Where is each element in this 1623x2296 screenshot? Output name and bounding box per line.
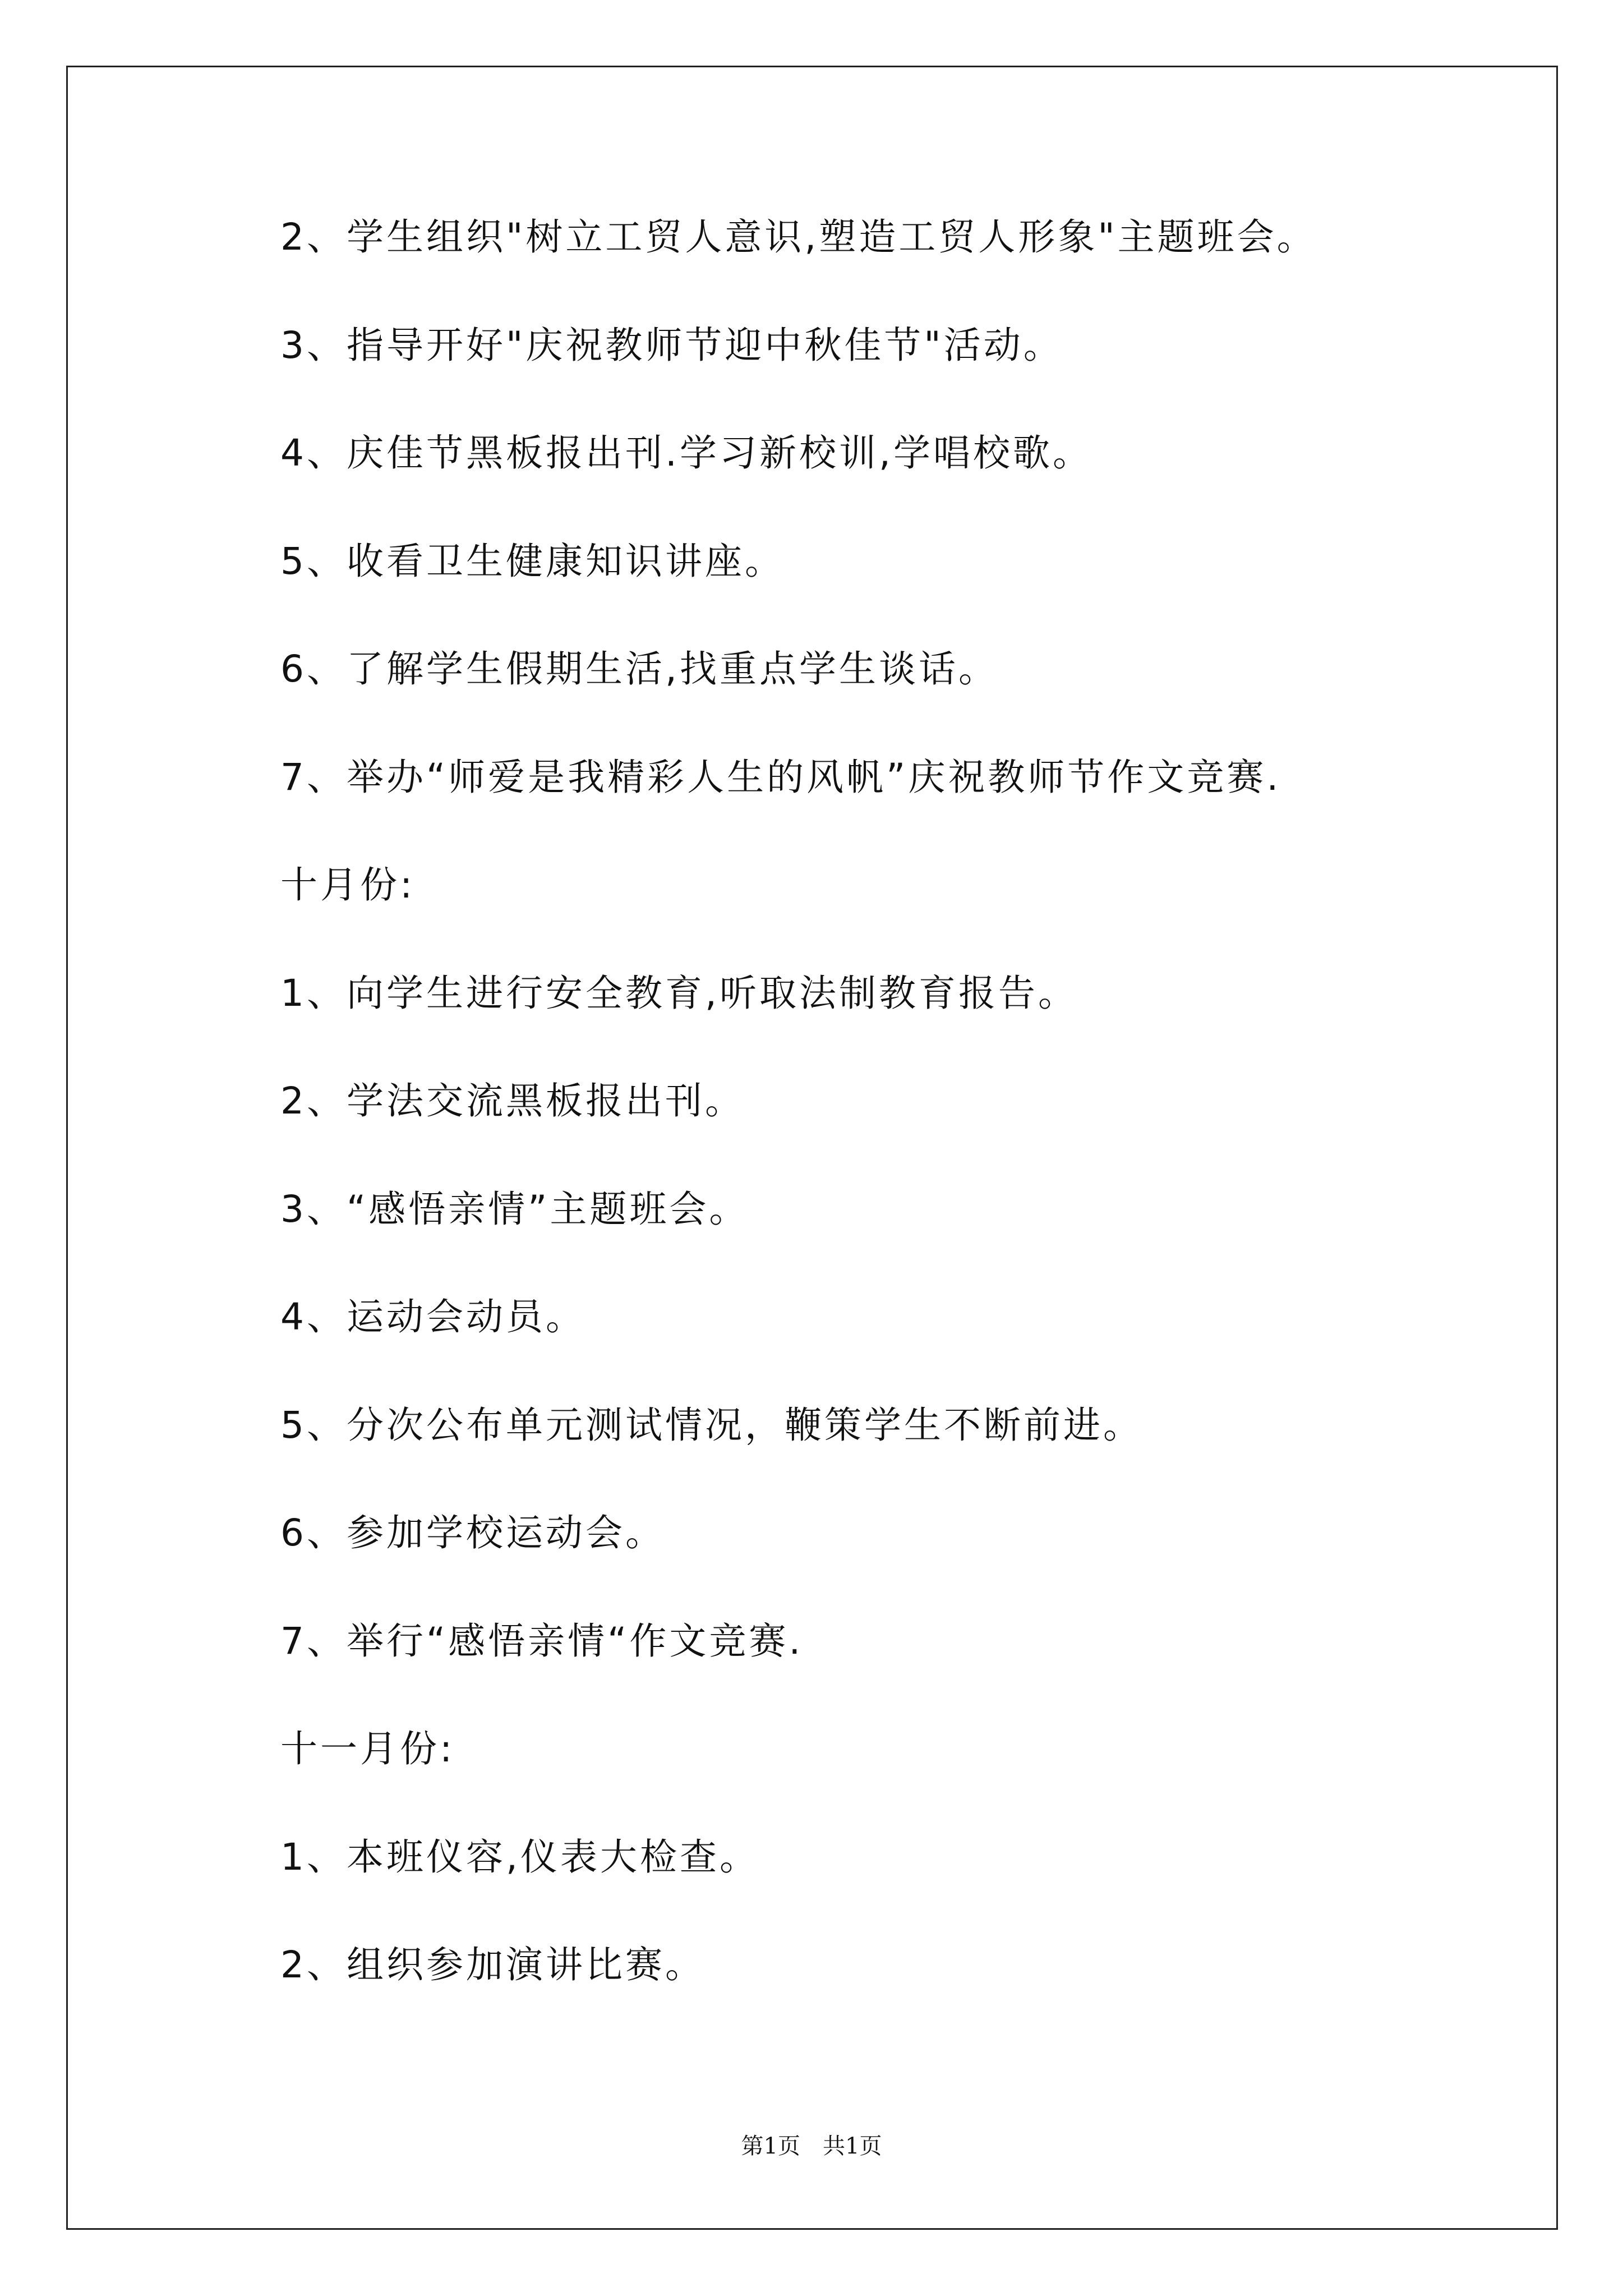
section-heading-october: 十月份: [280, 863, 416, 907]
list-item: 2、学生组织"树立工贸人意识,塑造工贸人形象"主题班会。 [280, 215, 1317, 259]
list-item: 6、了解学生假期生活,找重点学生谈话。 [280, 647, 998, 691]
list-item: 1、本班仪容,仪表大检查。 [280, 1835, 759, 1879]
document-body [280, 217, 1514, 2053]
list-item: 3、指导开好"庆祝教师节迎中秋佳节"活动。 [280, 323, 1063, 367]
list-item: 2、组织参加演讲比赛。 [280, 1943, 705, 1986]
list-item: 3、“感悟亲情”主题班会。 [280, 1187, 749, 1231]
section-heading-november: 十一月份: [280, 1727, 455, 1770]
list-item: 4、庆佳节黑板报出刊.学习新校训,学唱校歌。 [280, 431, 1092, 475]
list-item: 2、学法交流黑板报出刊。 [280, 1079, 745, 1122]
list-item: 5、分次公布单元测试情况，鞭策学生不断前进。 [280, 1403, 1143, 1447]
page-footer: 第1页 共1页 [741, 2133, 882, 2159]
list-item: 1、向学生进行安全教育,听取法制教育报告。 [280, 971, 1078, 1015]
list-item: 4、运动会动员。 [280, 1295, 585, 1338]
list-item: 7、举办“师爱是我精彩人生的风帆”庆祝教师节作文竞赛. [280, 755, 1281, 799]
list-item: 7、举行“感悟亲情“作文竞赛. [280, 1619, 804, 1663]
list-item: 6、参加学校运动会。 [280, 1511, 665, 1554]
list-item: 5、收看卫生健康知识讲座。 [280, 539, 785, 583]
